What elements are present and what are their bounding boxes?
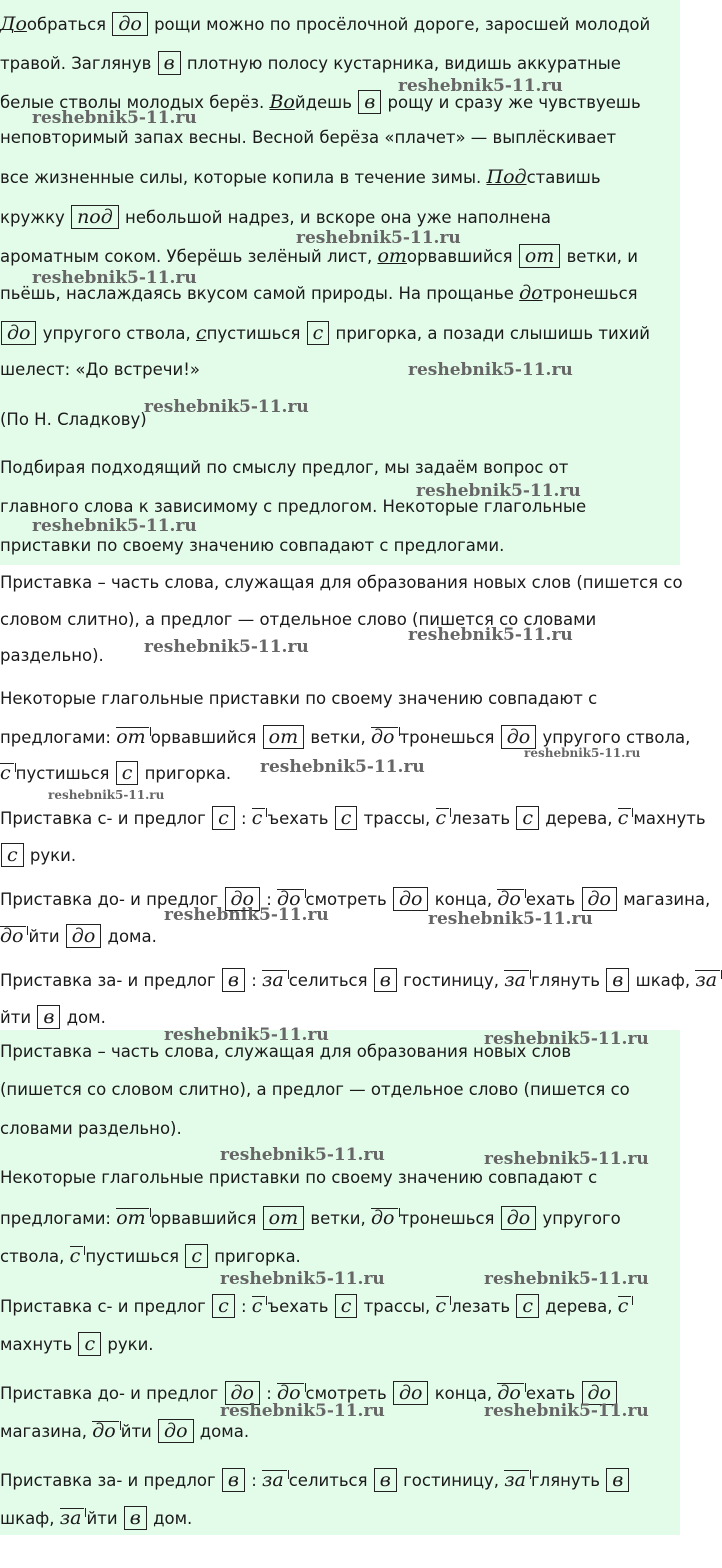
prefix-mark: за — [262, 1470, 289, 1491]
preposition-box: с — [335, 1294, 358, 1318]
text-line: шкаф, за йти в дом. — [0, 1507, 193, 1529]
text-line: Приставка за- и предлог в : за селиться в гостиницу, за глянуть в шкаф, за — [0, 968, 722, 992]
prefix-mark: до — [277, 1383, 305, 1404]
watermark: reshebnik5-11.ru — [164, 905, 329, 925]
preposition-box: в — [606, 968, 629, 992]
preposition-box: в — [358, 90, 381, 114]
text-line: Некоторые глагольные приставки по своему значению совпадают с — [0, 689, 598, 708]
text-line: белые стволы молодых берёз. Войдешь в рощу и сразу же чувствуешь — [0, 91, 641, 113]
prefix-mark: до — [497, 1383, 525, 1404]
watermark: reshebnik5-11.ru — [48, 788, 165, 802]
watermark: reshebnik5-11.ru — [144, 637, 309, 657]
preposition-box: с — [516, 806, 539, 830]
preposition-box: в — [374, 968, 397, 992]
watermark: reshebnik5-11.ru — [260, 757, 425, 777]
text-line: главного слова к зависимому с предлогом. Некоторые глагольные — [0, 497, 587, 516]
preposition-box: в — [37, 1005, 60, 1029]
prefix-mark: до — [277, 889, 305, 910]
preposition-box: до — [112, 12, 147, 36]
preposition-box: с — [307, 321, 330, 345]
prefix: До — [0, 13, 27, 35]
watermark: reshebnik5-11.ru — [524, 746, 641, 760]
preposition-box: в — [222, 968, 245, 992]
preposition-box: до — [66, 924, 101, 948]
prefix-mark: за — [504, 970, 531, 991]
prefix-mark: за — [504, 1470, 531, 1491]
watermark: reshebnik5-11.ru — [484, 1401, 649, 1421]
preposition-box: до — [225, 1381, 260, 1405]
text-line: Приставка за- и предлог в : за селиться в гостиницу, за глянуть в — [0, 1468, 630, 1492]
preposition-box: до — [1, 321, 36, 345]
preposition-box: в — [124, 1506, 147, 1530]
text-line: травой. Заглянув в плотную полосу кустарника, видишь аккуратные — [0, 52, 621, 74]
text-line: предлогами: от орвавшийся от ветки, до тронешься до упругого — [0, 1207, 621, 1229]
text-line: кружку под небольшой надрез, и вскоре она уже наполнена — [0, 206, 551, 228]
watermark: reshebnik5-11.ru — [416, 481, 581, 501]
preposition-box: до — [582, 887, 617, 911]
watermark: reshebnik5-11.ru — [484, 1149, 649, 1169]
text-line: словом слитно), а предлог — отдельное слово (пишется со словами — [0, 610, 597, 629]
preposition-box: с — [335, 806, 358, 830]
prefix-mark: до — [92, 1421, 120, 1442]
text-line: до йти до дома. — [0, 925, 157, 947]
text-line: Приставка до- и предлог до : до смотреть до конца, до ехать до — [0, 1381, 618, 1405]
preposition-box: с — [212, 1294, 235, 1318]
watermark: reshebnik5-11.ru — [428, 909, 593, 929]
text-line: ствола, с пустишься с пригорка. — [0, 1245, 301, 1267]
text-line: до упругого ствола, спустишься с пригорка, а позади слышишь тихий — [0, 321, 650, 345]
text-line: неповторимый запах весны. Весной берёза «плачет» — выплёскивает — [0, 128, 617, 147]
prefix-mark: до — [371, 1208, 399, 1229]
source-attribution: (По Н. Сладкову) — [0, 410, 147, 429]
text-line: Приставка – часть слова, служащая для образования новых слов (пишется со — [0, 573, 683, 592]
preposition-box: в — [222, 1468, 245, 1492]
prefix: Под — [486, 166, 527, 188]
preposition-box: под — [71, 205, 119, 229]
preposition-box: от — [263, 1206, 304, 1230]
text-line: ароматным соком. Уберёшь зелёный лист, оторвавшийся от ветки, и — [0, 245, 638, 267]
prefix-mark: с — [436, 808, 452, 829]
preposition-box: с — [1, 843, 24, 867]
text-line: шелест: «До встречи!» — [0, 360, 200, 379]
prefix: Во — [269, 91, 295, 113]
text-line: Подбирая подходящий по смыслу предлог, мы задаём вопрос от — [0, 458, 569, 477]
preposition-box: до — [501, 1206, 536, 1230]
prefix-mark: за — [695, 970, 722, 991]
text-line: пьёшь, наслаждаясь вкусом самой природы. На прощанье дотронешься — [0, 282, 638, 304]
prefix-mark: от — [116, 727, 150, 748]
watermark: reshebnik5-11.ru — [484, 1029, 649, 1049]
watermark: reshebnik5-11.ru — [220, 1145, 385, 1165]
preposition-box: в — [158, 51, 181, 75]
preposition-box: с — [78, 1332, 101, 1356]
prefix-mark: с — [252, 808, 268, 829]
preposition-box: до — [393, 887, 428, 911]
text-line: махнуть с руки. — [0, 1333, 154, 1355]
prefix-mark: до — [371, 727, 399, 748]
prefix-mark: с — [618, 1296, 634, 1317]
preposition-box: в — [606, 1468, 629, 1492]
prefix-mark: за — [60, 1508, 87, 1529]
preposition-box: до — [393, 1381, 428, 1405]
preposition-box: с — [212, 806, 235, 830]
text-line: все жизненные силы, которые копила в течение зимы. Подставишь — [0, 166, 601, 188]
text-line: Приставка с- и предлог с : с ъехать с трассы, с лезать с дерева, с — [0, 1294, 633, 1318]
text-line: Некоторые глагольные приставки по своему значению совпадают с — [0, 1168, 598, 1187]
watermark: reshebnik5-11.ru — [144, 397, 309, 417]
preposition-box: в — [374, 1468, 397, 1492]
preposition-box: до — [158, 1419, 193, 1443]
prefix-mark: с — [0, 763, 16, 784]
preposition-box: до — [501, 725, 536, 749]
text-line: приставки по своему значению совпадают с предлогами. — [0, 536, 505, 555]
preposition-box: от — [519, 244, 560, 268]
preposition-box: от — [263, 725, 304, 749]
preposition-box: с — [516, 1294, 539, 1318]
watermark: reshebnik5-11.ru — [398, 76, 563, 96]
text-line: Приставка до- и предлог до : до смотреть до конца, до ехать до магазина, — [0, 888, 711, 910]
prefix-mark: с — [252, 1296, 268, 1317]
prefix-mark: с — [436, 1296, 452, 1317]
prefix: с — [195, 322, 207, 344]
watermark: reshebnik5-11.ru — [32, 268, 197, 288]
text-line: (пишется со словом слитно), а предлог — отдельное слово (пишется со — [0, 1080, 630, 1099]
preposition-box: до — [225, 887, 260, 911]
prefix-mark: за — [262, 970, 289, 991]
text-line: предлогами: от орвавшийся от ветки, до тронешься до упругого ствола, — [0, 726, 691, 748]
preposition-box: с — [185, 1244, 208, 1268]
prefix-mark: до — [497, 889, 525, 910]
prefix: до — [519, 282, 543, 304]
watermark: reshebnik5-11.ru — [484, 1269, 649, 1289]
text-line: раздельно). — [0, 646, 104, 665]
watermark: reshebnik5-11.ru — [164, 1025, 329, 1045]
watermark: reshebnik5-11.ru — [32, 108, 197, 128]
text-line: Дообраться до рощи можно по просёлочной дороге, заросшей молодой — [0, 13, 651, 35]
watermark: reshebnik5-11.ru — [220, 1269, 385, 1289]
watermark: reshebnik5-11.ru — [408, 360, 573, 380]
prefix-mark: с — [70, 1246, 86, 1267]
watermark: reshebnik5-11.ru — [296, 228, 461, 248]
text-line: с руки. — [0, 843, 76, 867]
preposition-box: до — [582, 1381, 617, 1405]
text-line: Приставка – часть слова, служащая для образования новых слов — [0, 1042, 572, 1061]
prefix-mark: от — [116, 1208, 150, 1229]
text-line: с пустишься с пригорка. — [0, 762, 232, 784]
text-line: магазина, до йти до дома. — [0, 1420, 250, 1442]
watermark: reshebnik5-11.ru — [220, 1401, 385, 1421]
prefix-mark: с — [618, 808, 634, 829]
preposition-box: с — [116, 761, 139, 785]
watermark: reshebnik5-11.ru — [408, 625, 573, 645]
text-line: словами раздельно). — [0, 1119, 182, 1138]
prefix: от — [377, 245, 407, 267]
text-line: йти в дом. — [0, 1006, 106, 1028]
prefix-mark: до — [0, 926, 28, 947]
watermark: reshebnik5-11.ru — [32, 516, 197, 536]
text-line: Приставка с- и предлог с : с ъехать с трассы, с лезать с дерева, с махнуть — [0, 807, 706, 829]
